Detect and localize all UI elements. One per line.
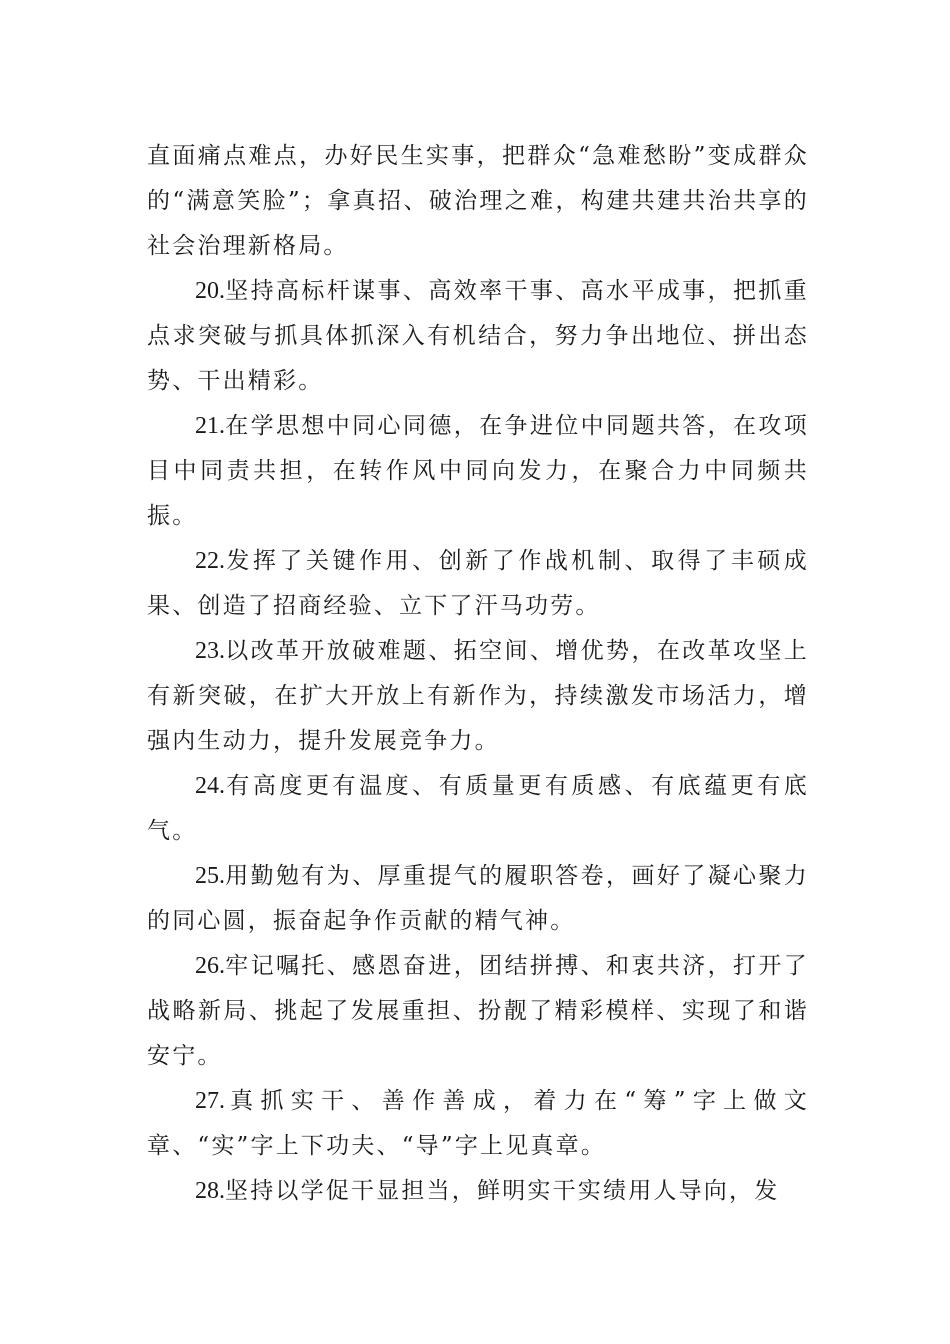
paragraph-text: 牢记嘱托、感恩奋进，团结拼搏、和衷共济，打开了战略新局、挑起了发展重担、扮靓了精彩模样、实现了和谐安宁。: [147, 953, 809, 1069]
paragraph-number: 21.: [195, 413, 225, 439]
paragraph-text: 在学思想中同心同德，在争进位中同题共答，在攻项目中同责共担，在转作风中同向发力，在聚合力中同频共振。: [147, 413, 809, 529]
document-body: [147, 134, 809, 1214]
paragraph-number: 28.: [195, 1178, 225, 1204]
paragraph-20: [147, 269, 809, 404]
paragraph-number: 22.: [195, 548, 225, 574]
paragraph-number: 26.: [195, 953, 225, 979]
paragraph-number: 25.: [195, 863, 225, 889]
paragraph-25: [147, 854, 809, 944]
paragraph-26: [147, 944, 809, 1079]
paragraph-text: 真抓实干、善作善成，着力在“筹”字上做文章、“实”字上下功夫、“导”字上见真章。: [147, 1088, 809, 1159]
paragraph-text: 直面痛点难点，办好民生实事，把群众“急难愁盼”变成群众的“满意笑脸”；拿真招、破治理之难，构建共建共治共享的社会治理新格局。: [147, 143, 809, 259]
paragraph-number: 24.: [195, 773, 225, 799]
paragraph-text: 用勤勉有为、厚重提气的履职答卷，画好了凝心聚力的同心圆，振奋起争作贡献的精气神。: [147, 863, 809, 934]
paragraph-27: [147, 1079, 809, 1169]
paragraph-28: [147, 1169, 809, 1214]
paragraph-21: [147, 404, 809, 539]
paragraph-text: 坚持高标杆谋事、高效率干事、高水平成事，把抓重点求突破与抓具体抓深入有机结合，努力争出地位、拼出态势、干出精彩。: [147, 278, 809, 394]
paragraph-23: [147, 629, 809, 764]
paragraph-text: 以改革开放破难题、拓空间、增优势，在改革攻坚上有新突破，在扩大开放上有新作为，持续激发市场活力，增强内生动力，提升发展竞争力。: [147, 638, 809, 754]
paragraph-24: [147, 764, 809, 854]
paragraph-text: 坚持以学促干显担当，鲜明实干实绩用人导向，发: [225, 1178, 780, 1204]
paragraph-text: 有高度更有温度、有质量更有质感、有底蕴更有底气。: [147, 773, 809, 844]
paragraph-continuation: [147, 134, 809, 269]
paragraph-22: [147, 539, 809, 629]
paragraph-number: 20.: [195, 278, 225, 304]
paragraph-text: 发挥了关键作用、创新了作战机制、取得了丰硕成果、创造了招商经验、立下了汗马功劳。: [147, 548, 809, 619]
paragraph-number: 27.: [195, 1088, 225, 1114]
paragraph-number: 23.: [195, 638, 225, 664]
